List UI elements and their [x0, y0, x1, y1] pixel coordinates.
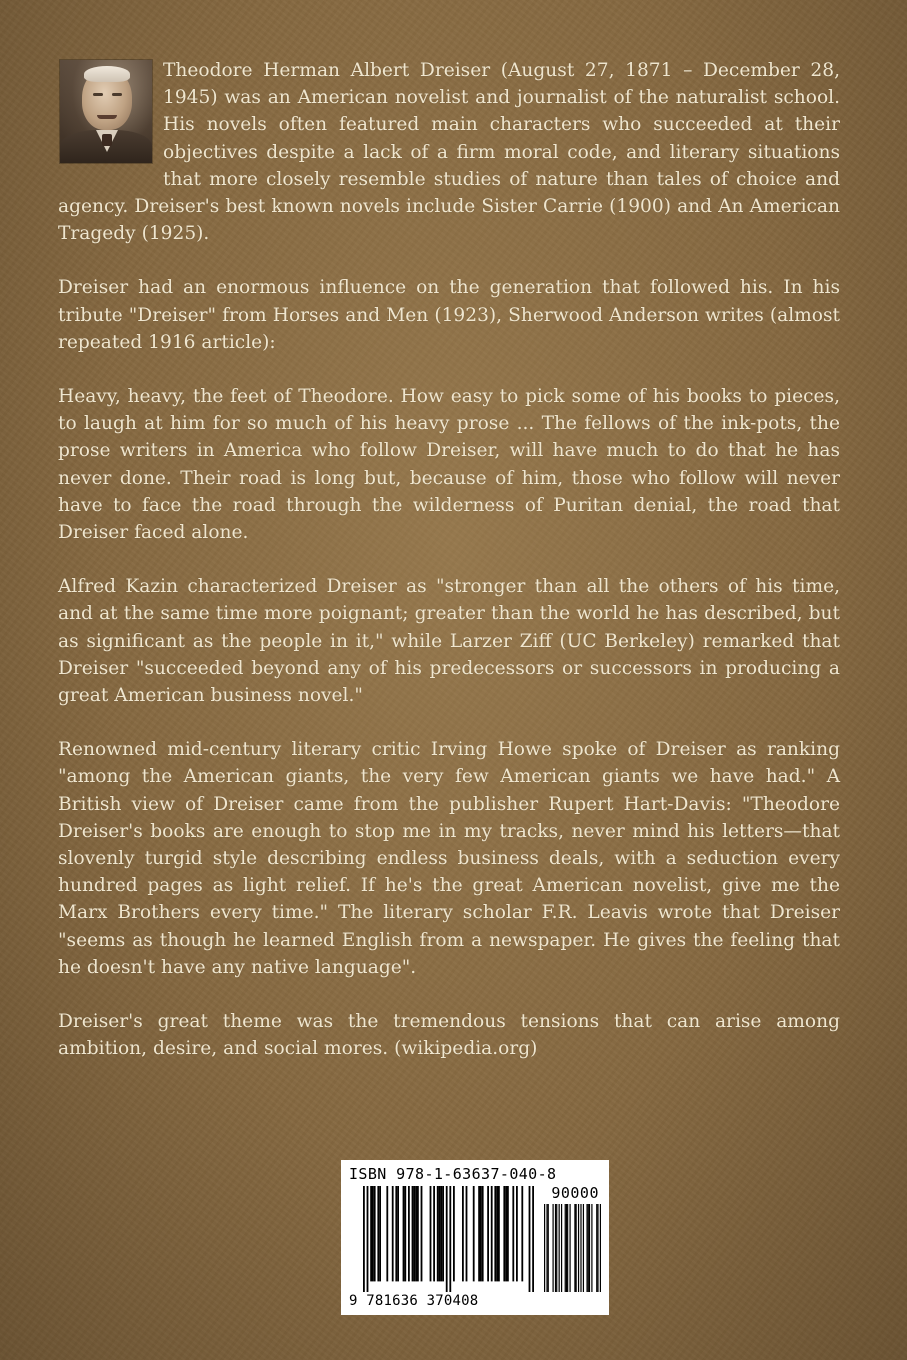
barcode-bar: [442, 1186, 444, 1281]
supplement-bar: [588, 1204, 589, 1292]
supplement-bar: [580, 1204, 581, 1292]
supplement-bar: [574, 1204, 575, 1292]
barcode-bar: [430, 1186, 432, 1281]
bio-paragraph-1: [58, 57, 840, 247]
supplement-bar: [548, 1204, 549, 1292]
supplement-bar: [569, 1204, 570, 1292]
barcode-bar: [482, 1186, 484, 1281]
supplement-bar: [559, 1204, 560, 1292]
barcode-bar: [473, 1186, 475, 1281]
supplement-bar: [561, 1204, 562, 1292]
barcode-bar: [487, 1186, 489, 1281]
supplement-bar: [578, 1204, 579, 1292]
supplement-bar: [555, 1204, 556, 1292]
bio-paragraph-2: Dreiser had an enormous influence on the generation that followed his. In his tribute "Dreiser" from Horses and Men (1923), Sherwood Anderson writes (almost repeated 1916 article):: [58, 277, 840, 353]
bio-paragraph-3: Heavy, heavy, the feet of Theodore. How easy to pick some of his books to pieces, to laugh at him for so much of his heavy prose ... The fellows of the ink-pots, the prose writers in America who follow Dreiser, will have much to do that he has never done. Their road is long but, because of him, those who follow will never have to face the road through the wilderness of Puritan denial, the road that Dreiser faced alone.: [58, 386, 840, 544]
barcode-bar: [466, 1186, 468, 1281]
barcode-bar: [367, 1186, 369, 1292]
barcode-bar: [395, 1186, 397, 1281]
barcode-bar: [437, 1186, 439, 1281]
barcode-bar: [392, 1186, 394, 1281]
author-portrait-image: [60, 60, 152, 163]
barcode-bar: [415, 1186, 417, 1281]
back-cover-text: [58, 57, 840, 1090]
barcode-bar: [478, 1186, 480, 1281]
supplement-bar: [596, 1204, 597, 1292]
barcode-bar: [404, 1186, 406, 1281]
barcode-bar: [433, 1186, 435, 1281]
bio-paragraph-4: Alfred Kazin characterized Dreiser as "stronger than all the others of his time, and at the same time more poignant; greater than the world he has described, but as significant as the people in it," while Larzer Ziff (UC Berkeley) remarked that Dreiser "succeeded beyond any of his predecessors or successors in producing a great American business novel.": [58, 576, 840, 707]
barcode-bar: [449, 1186, 451, 1292]
barcode-bar: [370, 1186, 372, 1281]
supplement-bar: [600, 1204, 601, 1292]
supplement-bar: [583, 1204, 584, 1292]
bio-paragraph-1-text: Theodore Herman Albert Dreiser (August 27, 1871 – December 28, 1945) was an American novelist and journalist of the naturalist school. His novels often featured main characters who succeeded at their objectives despite a lack of a firm moral code, and literary situations that more closely resemble studies of nature than tales of choice and agency. Dreiser's best known novels include Sister Carrie (1900) and An American Tragedy (1925).: [58, 60, 840, 245]
supplement-bar: [586, 1204, 587, 1292]
supplement-bar: [544, 1204, 545, 1292]
barcode-bar: [453, 1186, 455, 1281]
ean-digits: 9 781636 370408: [349, 1293, 479, 1309]
barcode-bar: [421, 1186, 423, 1281]
barcode-bar: [439, 1186, 441, 1281]
barcode-bar: [498, 1186, 500, 1281]
barcode-bar: [512, 1186, 514, 1281]
supplement-barcode-bars: [544, 1204, 601, 1292]
barcode-bar: [521, 1186, 523, 1281]
barcode-bar: [440, 1186, 442, 1281]
barcode-bar: [377, 1186, 379, 1281]
barcode-bar: [516, 1186, 518, 1281]
supplement-bar: [552, 1204, 553, 1292]
barcode-bar: [507, 1186, 509, 1281]
supplement-bar: [546, 1204, 547, 1292]
supplement-bar: [556, 1204, 557, 1292]
barcode-bar: [446, 1186, 448, 1292]
barcode-bar: [413, 1186, 415, 1281]
barcode-bar: [503, 1186, 505, 1281]
supplement-bar: [589, 1204, 590, 1292]
ean-barcode-bars: [363, 1186, 534, 1292]
barcode-bar: [462, 1186, 464, 1281]
bio-paragraph-5: Renowned mid-century literary critic Irving Howe spoke of Dreiser as ranking "among the American giants, the very few American giants we have had." A British view of Dreiser came from the publisher Rupert Hart-Davis: "Theodore Dreiser's books are enough to stop me in my tracks, never mind his letters—that slovenly turgid style describing endless business deals, with a seduction every hundred pages as light relief. If he's the great American novelist, give me the Marx Brothers every time." The literary scholar F.R. Leavis wrote that Dreiser "seems as though he learned English from a newspaper. He gives the feeling that he doesn't have any native language".: [58, 739, 840, 978]
barcode-bar: [363, 1186, 365, 1292]
price-code: 90000: [551, 1184, 599, 1202]
isbn-barcode: [341, 1160, 609, 1315]
barcode-bar: [480, 1186, 482, 1281]
barcode-bar: [379, 1186, 381, 1281]
barcode-bar: [403, 1186, 405, 1281]
barcode-bar: [417, 1186, 419, 1281]
barcode-bar: [491, 1186, 493, 1281]
supplement-bar: [597, 1204, 598, 1292]
barcode-bar: [496, 1186, 498, 1281]
barcode-bar: [408, 1186, 410, 1281]
barcode-bar: [505, 1186, 507, 1281]
supplement-bar: [566, 1204, 567, 1292]
barcode-bar: [372, 1186, 374, 1281]
isbn-label: ISBN 978-1-63637-040-8: [349, 1165, 557, 1183]
barcode-bar: [386, 1186, 388, 1281]
barcode-bar: [532, 1186, 534, 1292]
barcode-bar: [494, 1186, 496, 1281]
barcode-bar: [397, 1186, 399, 1281]
supplement-bar: [576, 1204, 577, 1292]
barcode-bar: [412, 1186, 414, 1281]
bio-paragraph-6: Dreiser's great theme was the tremendous tensions that can arise among ambition, desire, and social mores. (wikipedia.org): [58, 1011, 840, 1060]
supplement-bar: [591, 1204, 592, 1292]
barcode-bar: [374, 1186, 376, 1281]
barcode-bar: [529, 1186, 531, 1292]
supplement-bar: [565, 1204, 566, 1292]
supplement-bar: [567, 1204, 568, 1292]
